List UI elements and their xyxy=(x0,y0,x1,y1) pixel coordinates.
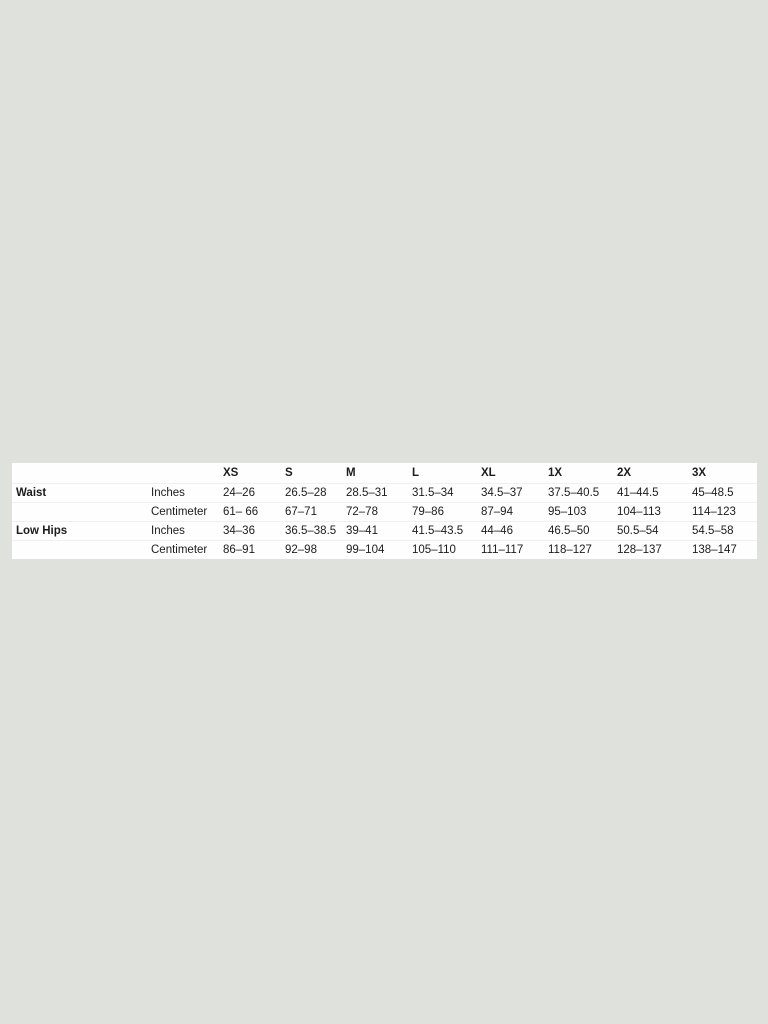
unit-label: Centimeter xyxy=(151,503,223,522)
size-chart-panel xyxy=(12,463,757,559)
cell-value: 26.5–28 xyxy=(285,484,346,503)
cell-value: 36.5–38.5 xyxy=(285,522,346,541)
cell-value: 41.5–43.5 xyxy=(412,522,481,541)
size-column-2x: 2X xyxy=(617,467,632,479)
unit-label: Centimeter xyxy=(151,541,223,560)
row-label-empty xyxy=(12,541,151,560)
cell-value: 128–137 xyxy=(617,541,692,560)
table-row-waist-inches xyxy=(12,484,757,503)
cell-value: 79–86 xyxy=(412,503,481,522)
cell-value: 87–94 xyxy=(481,503,548,522)
cell-value: 61– 66 xyxy=(223,503,285,522)
cell-value: 95–103 xyxy=(548,503,617,522)
cell-value: 45–48.5 xyxy=(692,484,757,503)
size-column-3x: 3X xyxy=(692,467,707,479)
size-chart-header-row xyxy=(12,463,757,484)
cell-value: 118–127 xyxy=(548,541,617,560)
size-column-xl: XL xyxy=(481,467,496,479)
cell-value: 54.5–58 xyxy=(692,522,757,541)
size-column-l: L xyxy=(412,467,420,479)
cell-value: 44–46 xyxy=(481,522,548,541)
size-chart-table xyxy=(12,463,757,559)
cell-value: 111–117 xyxy=(481,541,548,560)
header-spacer xyxy=(151,463,223,484)
size-column-xs: XS xyxy=(223,467,239,479)
row-label-empty xyxy=(12,503,151,522)
cell-value: 46.5–50 xyxy=(548,522,617,541)
cell-value: 138–147 xyxy=(692,541,757,560)
row-label-waist: Waist xyxy=(12,484,151,503)
cell-value: 86–91 xyxy=(223,541,285,560)
cell-value: 50.5–54 xyxy=(617,522,692,541)
cell-value: 92–98 xyxy=(285,541,346,560)
cell-value: 28.5–31 xyxy=(346,484,412,503)
cell-value: 72–78 xyxy=(346,503,412,522)
cell-value: 99–104 xyxy=(346,541,412,560)
cell-value: 67–71 xyxy=(285,503,346,522)
cell-value: 104–113 xyxy=(617,503,692,522)
cell-value: 31.5–34 xyxy=(412,484,481,503)
cell-value: 37.5–40.5 xyxy=(548,484,617,503)
table-row-waist-centimeter xyxy=(12,503,757,522)
unit-label: Inches xyxy=(151,522,223,541)
size-column-m: M xyxy=(346,467,356,479)
cell-value: 41–44.5 xyxy=(617,484,692,503)
size-column-s: S xyxy=(285,467,293,479)
header-spacer xyxy=(12,463,151,484)
cell-value: 114–123 xyxy=(692,503,757,522)
table-row-lowhips-inches xyxy=(12,522,757,541)
cell-value: 105–110 xyxy=(412,541,481,560)
size-column-1x: 1X xyxy=(548,467,563,479)
cell-value: 24–26 xyxy=(223,484,285,503)
cell-value: 34–36 xyxy=(223,522,285,541)
row-label-low-hips: Low Hips xyxy=(12,522,151,541)
cell-value: 39–41 xyxy=(346,522,412,541)
unit-label: Inches xyxy=(151,484,223,503)
table-row-lowhips-centimeter xyxy=(12,541,757,560)
cell-value: 34.5–37 xyxy=(481,484,548,503)
